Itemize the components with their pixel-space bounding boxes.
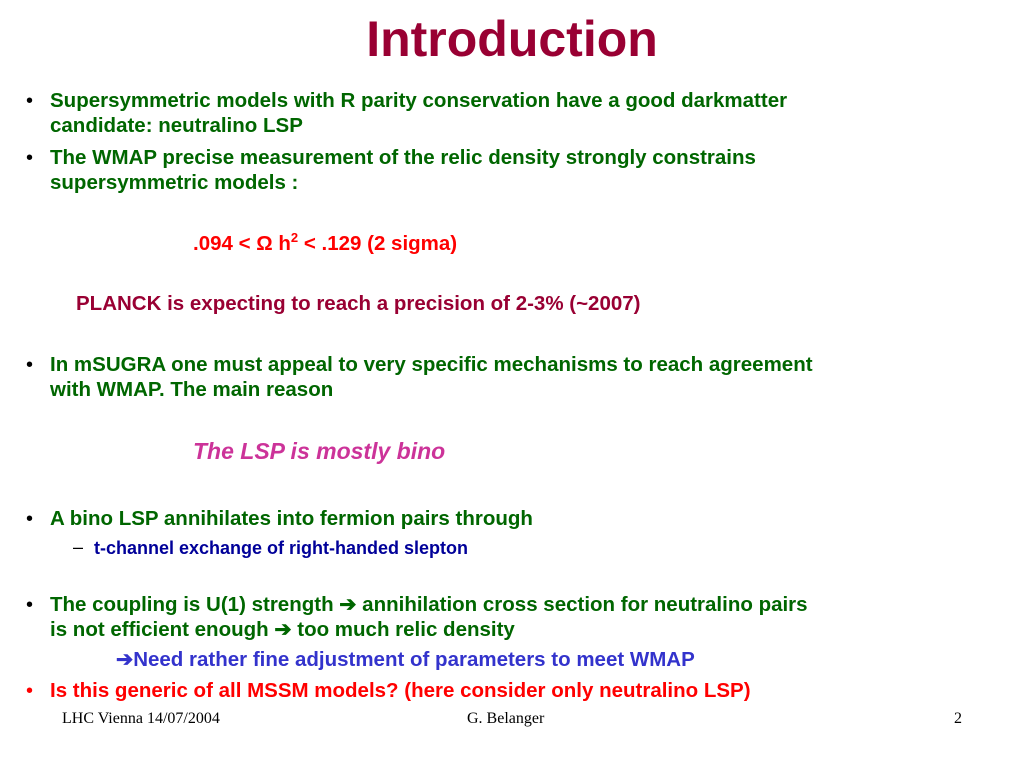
lsp-bino-statement: The LSP is mostly bino <box>193 438 446 464</box>
bullet-marker: • <box>26 90 34 112</box>
arrow-icon: ➔ <box>116 648 134 671</box>
bullet-5-line-1-b: annihilation cross section for neutralino pairs <box>356 593 808 616</box>
bullet-2-line-1: The WMAP precise measurement of the relic density strongly constrains <box>50 146 756 169</box>
bullet-marker: • <box>26 354 34 376</box>
bullet-3-line-2: with WMAP. The main reason <box>50 378 334 401</box>
bullet-marker: • <box>26 147 34 169</box>
sub-bullet-dash: – <box>73 537 84 557</box>
bullet-5-line-2-b: too much relic density <box>291 618 515 641</box>
fine-adjustment-text: Need rather fine adjustment of parameters to meet WMAP <box>133 648 695 671</box>
arrow-icon: ➔ <box>339 593 357 616</box>
footer-page-number: 2 <box>954 710 962 727</box>
bullet-5-line-1 <box>50 592 808 618</box>
formula-h: h <box>272 232 291 255</box>
bullet-marker: • <box>26 680 34 702</box>
bullet-marker: • <box>26 508 34 530</box>
bullet-1-line-1: Supersymmetric models with R parity conservation have a good darkmatter <box>50 89 788 112</box>
bullet-6-line-1: Is this generic of all MSSM models? (here consider only neutralino LSP) <box>50 679 751 702</box>
bullet-marker: • <box>26 594 34 616</box>
formula-exponent: 2 <box>290 230 299 246</box>
bullet-4-line-1: A bino LSP annihilates into fermion pairs through <box>50 507 533 530</box>
bullet-5-line-1-a: The coupling is U(1) strength <box>50 593 340 616</box>
slide-title: Introduction <box>366 11 658 67</box>
formula-left: .094 < <box>193 232 257 255</box>
footer-author: G. Belanger <box>467 710 545 727</box>
fine-adjustment-note <box>116 647 695 673</box>
bullet-1-line-2: candidate: neutralino LSP <box>50 114 303 137</box>
bullet-5-line-2-a: is not efficient enough <box>50 618 275 641</box>
relic-density-formula <box>193 231 457 257</box>
footer-event-date: LHC Vienna 14/07/2004 <box>62 710 220 727</box>
bullet-5-line-2 <box>50 617 515 643</box>
arrow-icon: ➔ <box>274 618 292 641</box>
planck-note: PLANCK is expecting to reach a precision of 2-3% (~2007) <box>76 292 641 315</box>
formula-right: < .129 (2 sigma) <box>298 232 458 255</box>
bullet-3-line-1: In mSUGRA one must appeal to very specific mechanisms to reach agreement <box>50 353 813 376</box>
bullet-4-sub-item: t-channel exchange of right-handed slepton <box>94 538 469 558</box>
omega-symbol: Ω <box>256 232 273 255</box>
bullet-2-line-2: supersymmetric models : <box>50 171 299 194</box>
